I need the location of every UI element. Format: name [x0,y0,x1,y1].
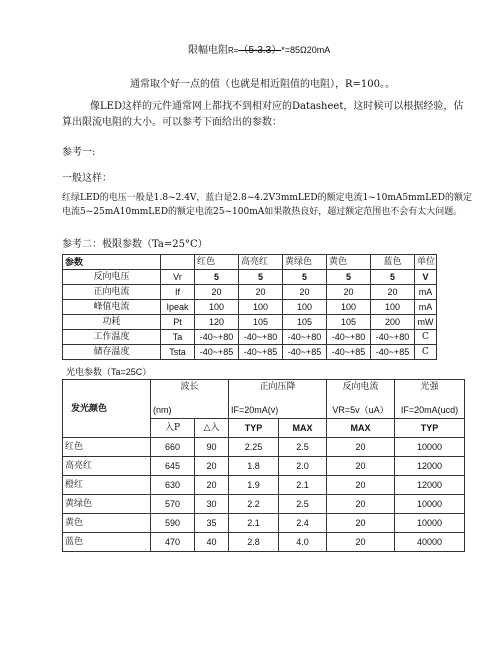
table-cell: 40 [195,533,229,552]
table-cell: 630 [151,476,195,495]
table-cell: 黄绿色 [63,495,151,514]
table-cell: 2.1 [279,476,327,495]
table-cell: 20 [327,438,395,457]
table-cell: 20 [327,476,395,495]
table-cell: 储存温度 [63,345,161,360]
table-cell: 100 [327,300,371,315]
table-row [63,285,437,300]
table-cell: -40~+80 [327,330,371,345]
subheader-cell: MAX [279,419,327,438]
table-cell: 20 [195,457,229,476]
table-cell: 正向电流 [63,285,161,300]
table-cell: Tsta [161,345,195,360]
table-row [63,315,437,330]
table-cell: 5 [327,270,371,285]
table-cell: C [415,330,437,345]
table-row [63,300,437,315]
table-cell: If [161,285,195,300]
table-cell: 20 [195,476,229,495]
table-cell: V [415,270,437,285]
table-row [63,438,465,457]
table-cell: 5 [195,270,239,285]
table-cell: 20 [195,285,239,300]
table-cell: mA [415,300,437,315]
table-cell: 工作温度 [63,330,161,345]
table-cell: 200 [371,315,415,330]
table-cell: 12000 [395,476,465,495]
optical-parameters-table [62,379,465,552]
table-row [63,330,437,345]
formula-label: 限幅电阻 [188,45,228,56]
table-cell: 5 [283,270,327,285]
paragraph-resistor-choice: 通常取个好一点的值（也就是相近阻值的电阻），R=100。。 [130,79,395,90]
table-cell: -40~+80 [283,330,327,345]
header-cell: 发光颜色 [63,380,151,438]
table-cell: 2.5 [279,495,327,514]
optical-params-title: 光电参数（Ta=25C） [66,367,152,377]
table-cell: 5 [371,270,415,285]
table-cell: 4.0 [279,533,327,552]
table-cell: 20 [371,285,415,300]
table-cell: -40~+85 [327,345,371,360]
table-cell: 2.0 [279,457,327,476]
table-cell: 高亮红 [63,457,151,476]
table-cell: 蓝色 [63,533,151,552]
table-row [63,495,465,514]
header-unit: VR=5v（uA） [332,405,389,415]
table-cell: 20 [327,285,371,300]
header-cell: 单位 [415,255,437,270]
table-row [63,476,465,495]
table-cell: 12000 [395,457,465,476]
header-label: 波长 [180,382,199,392]
subheader-cell: TYP [395,419,465,438]
table-cell: -40~+80 [371,330,415,345]
table-cell: 20 [327,457,395,476]
limit-parameters-table [62,254,437,360]
table-cell: 645 [151,457,195,476]
table-cell: 100 [283,300,327,315]
resistor-formula [188,44,330,57]
table-cell: -40~+85 [371,345,415,360]
subheader-cell: MAX [327,419,395,438]
table-cell: 20 [327,533,395,552]
table-cell: 20 [327,495,395,514]
header-label: 正向压降 [259,382,296,392]
table-cell: 2.4 [279,514,327,533]
table-cell: 10000 [395,514,465,533]
table-cell: 2.2 [229,495,279,514]
table-cell: 10000 [395,438,465,457]
header-unit: IF=20mA(ucd) [400,405,459,415]
reference-two-title: 参考二：极限参数（Ta=25°C） [62,239,208,250]
table-header-row [63,255,437,270]
subheader-cell: 入P [151,419,195,438]
formula-strike: （5-3.3） [238,45,282,56]
table-cell: C [415,345,437,360]
header-cell [229,380,327,419]
table-cell: 峰值电流 [63,300,161,315]
table-cell: 2.8 [229,533,279,552]
table-cell: 1.8 [229,457,279,476]
table-cell: 橙红 [63,476,151,495]
table-cell: 2.5 [279,438,327,457]
table-cell: 105 [283,315,327,330]
table-cell: 10000 [395,495,465,514]
table-cell: 660 [151,438,195,457]
table-row [63,457,465,476]
table-cell: 100 [239,300,283,315]
header-label: 反向电流 [342,382,379,392]
table-cell: 470 [151,533,195,552]
header-cell: 蓝色 [371,255,415,270]
formula-result: *=85Ω20mA [281,45,331,55]
table-row [63,533,465,552]
table-cell: 35 [195,514,229,533]
table-cell: 30 [195,495,229,514]
header-unit: IF=20mA(v) [231,405,279,415]
table-cell: -40~+80 [195,330,239,345]
table-cell: 20 [283,285,327,300]
header-label: 光强 [420,382,439,392]
table-cell: Pt [161,315,195,330]
header-cell: 高亮红 [239,255,283,270]
header-cell: 参数 [63,255,161,270]
table-cell: 黄色 [63,514,151,533]
table-cell: Ipeak [161,300,195,315]
header-cell: 黄色 [327,255,371,270]
header-cell [151,380,229,419]
table-cell: -40~+85 [239,345,283,360]
header-cell: 黄绿色 [283,255,327,270]
general-title: 一般这样： [62,173,112,184]
table-cell: -40~+85 [283,345,327,360]
table-cell: Vr [161,270,195,285]
table-cell: mW [415,315,437,330]
table-cell: 5 [239,270,283,285]
table-cell: 120 [195,315,239,330]
paragraph-led-voltage: 红绿LED的电压一般是1.8~2.4V，蓝白是2.8~4.2V3mmLED的额定电流1~10mA5mmLED的额定电流5~25mA10mmLED的额定电流25~100mA如果散热良好，超过额定范围也不会有太大问题。 [62,193,472,217]
reference-one-title: 参考一: [62,147,96,158]
table-cell: 105 [327,315,371,330]
header-cell [395,380,465,419]
table-cell: 红色 [63,438,151,457]
table-cell: 1.9 [229,476,279,495]
table-cell: mA [415,285,437,300]
table-cell: 590 [151,514,195,533]
table-cell: 100 [195,300,239,315]
subheader-cell: △入 [195,419,229,438]
table-cell: 2.1 [229,514,279,533]
table-row [63,270,437,285]
header-cell: 红色 [195,255,239,270]
table-cell: 90 [195,438,229,457]
table-cell: -40~+80 [239,330,283,345]
table-cell: 功耗 [63,315,161,330]
table-cell: 100 [371,300,415,315]
table-cell: -40~+85 [195,345,239,360]
table-cell: Ta [161,330,195,345]
table-row [63,345,437,360]
table-cell: 20 [327,514,395,533]
table-row [63,514,465,533]
table-cell: 20 [239,285,283,300]
header-unit: (nm) [153,405,172,415]
subheader-cell: TYP [229,419,279,438]
table-cell: 反向电压 [63,270,161,285]
paragraph-datasheet: 像LED这样的元件通常网上都找不到相对应的Datasheet，这时候可以根据经验，估算出限流电阻的大小。可以参考下面给出的参数： [62,101,464,128]
table-cell: 2.25 [229,438,279,457]
table-cell: 105 [239,315,283,330]
header-cell [161,255,195,270]
table-cell: 570 [151,495,195,514]
formula-sub: R= [228,46,239,55]
header-cell [327,380,395,419]
table-header-row [63,380,465,419]
table-cell: 40000 [395,533,465,552]
